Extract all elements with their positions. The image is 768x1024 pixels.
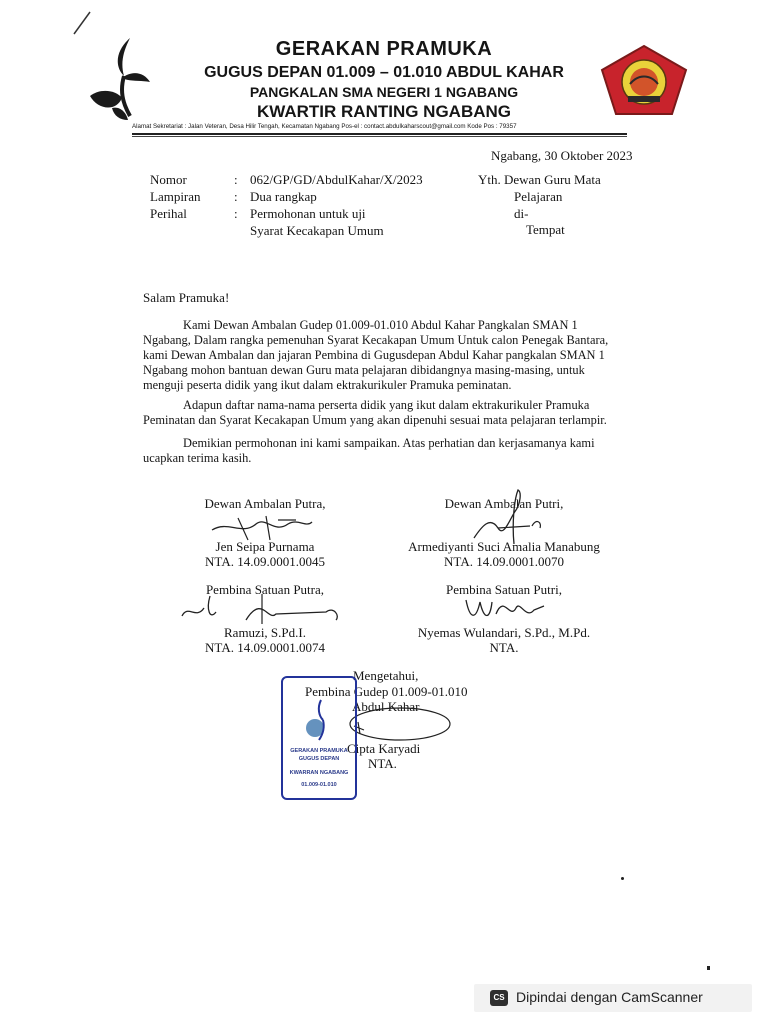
- camscanner-watermark: [474, 984, 752, 1012]
- sig-pembina-putri-role: Pembina Satuan Putri,: [446, 582, 562, 597]
- meta-label-nomor: Nomor: [150, 172, 187, 187]
- body-p2-line-1: Adapun daftar nama-nama perserta didik yang ikut dalam ektrakurikuler Pramuka: [183, 398, 590, 412]
- recipient-line-3: di-: [514, 206, 529, 221]
- sig-putri-role: Dewan Ambalan Putri,: [444, 496, 564, 511]
- stamp-line-3: KWARRAN NGABANG: [289, 770, 349, 776]
- letterhead-rule: [132, 133, 627, 135]
- recipient-line-2: Pelajaran: [514, 189, 563, 204]
- sig-putra-role: Dewan Ambalan Putra,: [204, 496, 326, 511]
- stamp-line-1: GERAKAN PRAMUKA: [290, 748, 348, 754]
- mengetahui-label: Mengetahui,: [353, 668, 419, 683]
- camscanner-icon: CS: [490, 990, 508, 1006]
- meta-sep-perihal: :: [234, 206, 238, 221]
- ink-speck: [707, 966, 710, 970]
- sig-putra-nta: NTA. 14.09.0001.0045: [205, 554, 325, 569]
- meta-sep-nomor: :: [234, 172, 238, 187]
- camscanner-label: Dipindai dengan CamScanner: [516, 989, 703, 1005]
- sig-pembina-putra-nta: NTA. 14.09.0001.0074: [205, 640, 325, 655]
- gudep-stamp: [281, 676, 357, 800]
- body-p3-line-2: ucapkan terima kasih.: [143, 451, 252, 465]
- recipient-line-1: Yth. Dewan Guru Mata: [478, 172, 601, 187]
- stamp-line-4: 01.009-01.010: [301, 782, 337, 788]
- letterhead-gudep: GUGUS DEPAN 01.009 – 01.010 ABDUL KAHAR: [204, 64, 564, 81]
- mengetahui-gudep-name: Abdul Kahar: [352, 699, 420, 714]
- letterhead-kwartir: KWARTIR RANTING NGABANG: [256, 102, 512, 121]
- mengetahui-name: Cipta Karyadi: [347, 741, 421, 756]
- body-paragraph-3: [143, 436, 627, 466]
- letterhead-rule-thin: [132, 136, 627, 137]
- meta-value-lampiran: Dua rangkap: [250, 189, 317, 204]
- meta-sep-lampiran: :: [234, 189, 238, 204]
- mengetahui-pembina: Pembina Gudep 01.009-01.010: [305, 684, 468, 699]
- sig-pembina-putra-name: Ramuzi, S.Pd.I.: [224, 625, 306, 640]
- sig-pembina-putri-nta: NTA.: [489, 640, 519, 655]
- meta-value-nomor: 062/GP/GD/AbdulKahar/X/2023: [250, 172, 423, 187]
- body-p1-line-5: menguji peserta didik yang ikut dalam ektrakurikuler Pramuka peminatan.: [143, 378, 512, 392]
- stamp-line-2: GUGUS DEPAN: [298, 756, 340, 762]
- sig-pembina-putri-name: Nyemas Wulandari, S.Pd., M.Pd.: [417, 625, 591, 640]
- body-p1-line-3: kami Dewan Ambalan dan jajaran Pembina di Gugusdepan Abdul Kahar pangkalan SMAN 1: [143, 348, 605, 362]
- ink-speck: [621, 877, 624, 880]
- sig-putri-nta: NTA. 14.09.0001.0070: [444, 554, 564, 569]
- meta-value-perihal-2: Syarat Kecakapan Umum: [250, 223, 384, 238]
- meta-label-lampiran: Lampiran: [150, 189, 201, 204]
- letterhead-pangkalan: PANGKALAN SMA NEGERI 1 NGABANG: [249, 84, 519, 100]
- letterhead-address: Alamat Sekretariat : Jalan Veteran, Desa Hilir Tengah, Kecamatan Ngabang Pos-el : contact.abdulkaharscout@gmail.com Kode Pos : 79357: [132, 123, 517, 130]
- body-p2-line-2: Peminatan dan Syarat Kecakapan Umum yang akan dipenuhi sesuai mata pelajaran terlampir.: [143, 413, 607, 427]
- mengetahui-nta: NTA.: [368, 756, 397, 771]
- meta-label-perihal: Perihal: [150, 206, 187, 221]
- meta-value-perihal: Permohonan untuk uji: [250, 206, 366, 221]
- body-p1-line-4: Ngabang mohon bantuan dewan Guru mata pelajaran dibidangnya masing-masing, untuk: [143, 363, 585, 377]
- body-paragraph-2: [143, 398, 627, 428]
- sig-putri-name: Armediyanti Suci Amalia Manabung: [408, 539, 600, 554]
- letterhead-title: GERAKAN PRAMUKA: [275, 38, 493, 60]
- sig-putra-name: Jen Seipa Purnama: [215, 539, 315, 554]
- recipient-line-4: Tempat: [526, 222, 565, 237]
- greeting: Salam Pramuka!: [143, 290, 230, 305]
- body-p1-line-1: Kami Dewan Ambalan Gudep 01.009-01.010 Abdul Kahar Pangkalan SMAN 1: [183, 318, 578, 332]
- body-p3-line-1: Demikian permohonan ini kami sampaikan. Atas perhatian dan kerjasamanya kami: [183, 436, 595, 450]
- letter-date: Ngabang, 30 Oktober 2023: [491, 148, 633, 163]
- body-paragraph-1: [143, 318, 627, 393]
- body-p1-line-2: Ngabang, Dalam rangka pemenuhan Syarat Kecakapan Umum Untuk calon Penegak Bantara,: [143, 333, 609, 347]
- stamp-emblem-icon: [303, 698, 335, 742]
- sig-pembina-putra-role: Pembina Satuan Putra,: [205, 582, 325, 597]
